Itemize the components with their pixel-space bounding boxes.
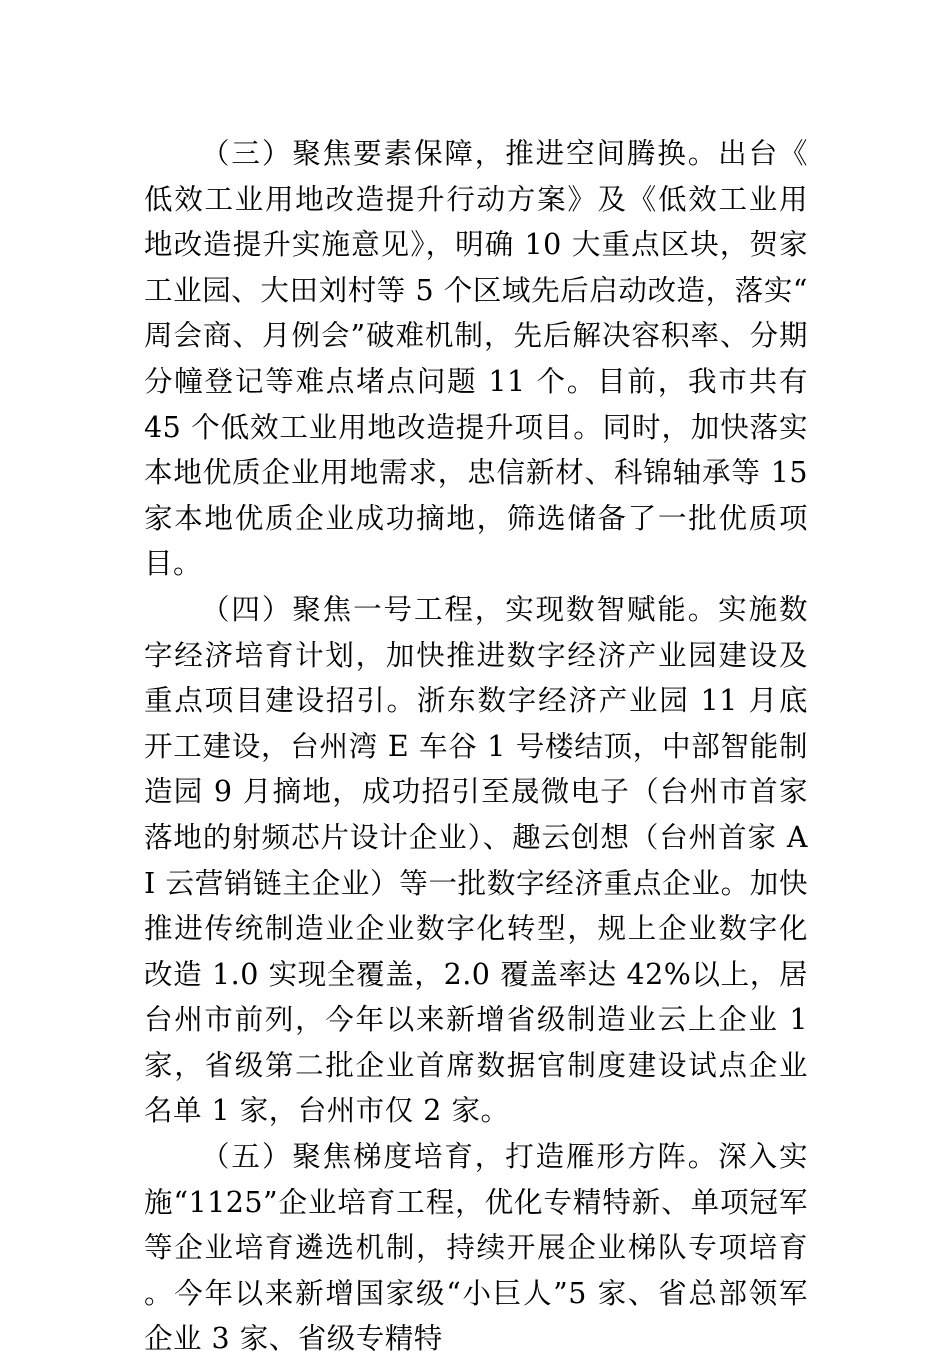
- paragraph-section-5: （五）聚焦梯度培育，打造雁形方阵。深入实施“1125”企业培育工程，优化专精特新、单项冠军等企业培育遴选机制，持续开展企业梯队专项培育。今年以来新增国家级“小巨人”5 家、省总部领军企业 3 家、省级专精特: [144, 1140, 808, 1356]
- body-text: [144, 131, 808, 1362]
- paragraph-section-3: （三）聚焦要素保障，推进空间腾换。出台《低效工业用地改造提升行动方案》及《低效工业用地改造提升实施意见》，明确 10 大重点区块，贺家工业园、大田刘村等 5 个区域先后启动改造，落实“周会商、月例会”破难机制，先后解决容积率、分期分幢登记等难点堵点问题 11 个。目前，我市共有 45 个低效工业用地改造提升项目。同时，加快落实本地优质企业用地需求，忠信新材、科锦轴承等 15 家本地优质企业成功摘地，筛选储备了一批优质项目。: [144, 137, 808, 581]
- paragraph-section-4: （四）聚焦一号工程，实现数智赋能。实施数字经济培育计划，加快推进数字经济产业园建设及重点项目建设招引。浙东数字经济产业园 11 月底开工建设，台州湾 E 车谷 1 号楼结顶，中部智能制造园 9 月摘地，成功招引至晟微电子（台州市首家落地的射频芯片设计企业）、趣云创想（台州首家 AI 云营销链主企业）等一批数字经济重点企业。加快推进传统制造业企业数字化转型，规上企业数字化改造 1.0 实现全覆盖，2.0 覆盖率达 42%以上，居台州市前列，今年以来新增省级制造业云上企业 1 家，省级第二批企业首席数据官制度建设试点企业名单 1 家，台州市仅 2 家。: [144, 592, 808, 1128]
